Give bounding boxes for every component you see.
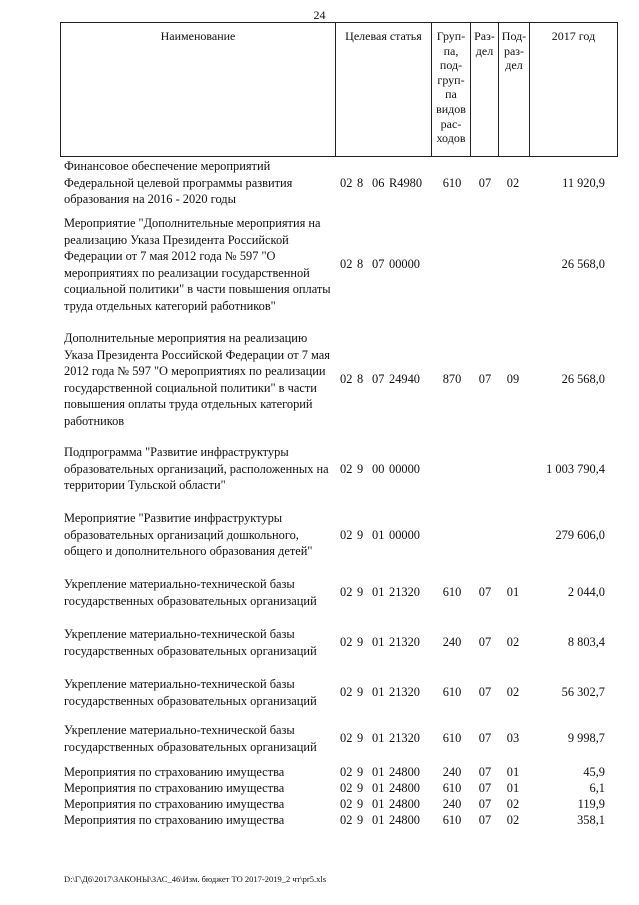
row-sum: 1 003 790,4 [546,461,605,476]
row-code: R4980 [389,175,423,190]
table-row [0,796,639,812]
row-code: 24800 [389,813,420,827]
row-section: 07 [478,797,492,811]
row-program: 02 [340,635,353,649]
row-name: Мероприятия по страхованию имущества [64,765,285,779]
row-program: 02 [340,527,353,542]
row-main-event: 01 [372,527,385,542]
row-code: 00000 [389,461,420,476]
row-main-event: 00 [372,461,385,476]
row-sum: 9 998,7 [567,731,605,745]
row-program: 02 [340,257,353,271]
row-sum: 279 606,0 [555,527,605,542]
table-row [0,215,639,315]
row-name: Мероприятия по страхованию имущества [64,813,285,827]
row-sum: 56 302,7 [561,685,605,699]
row-program: 02 [340,797,353,811]
row-subprogram: 9 [357,635,364,649]
table-row [0,780,639,796]
row-subsection: 02 [506,797,520,811]
row-main-event: 01 [372,685,385,699]
row-expense-type: 610 [442,731,462,745]
row-expense-type: 610 [442,781,462,795]
row-subsection: 01 [506,585,520,599]
row-code: 21320 [389,731,420,745]
row-program: 02 [340,461,353,476]
row-name: Укрепление материально-технической базы государственных образовательных организаций [64,723,317,754]
header-target-article: Целевая статья [345,29,422,43]
row-code: 00000 [389,527,420,542]
row-subprogram: 9 [357,585,364,599]
row-section: 07 [478,372,492,386]
row-main-event: 01 [372,585,385,599]
page-number: 24 [313,8,326,22]
table-row [0,330,639,430]
row-subprogram: 9 [357,813,364,827]
row-code: 24800 [389,797,420,811]
row-sum: 358,1 [577,813,605,827]
row-expense-type: 610 [442,685,462,699]
row-expense-type: 610 [442,175,462,190]
row-subsection: 02 [506,635,520,649]
row-name: Укрепление материально-технической базы государственных образовательных организаций [64,627,317,658]
row-subsection: 02 [506,685,520,699]
row-main-event: 07 [372,372,385,386]
row-main-event: 01 [372,765,385,779]
row-sum: 119,9 [577,797,605,811]
row-subprogram: 9 [357,527,364,542]
row-main-event: 01 [372,797,385,811]
row-subprogram: 9 [357,781,364,795]
row-expense-type: 610 [442,585,462,599]
row-expense-type: 240 [442,635,462,649]
table-row [0,576,639,610]
row-subprogram: 8 [357,257,364,271]
row-section: 07 [478,731,492,745]
row-sum: 6,1 [589,781,605,795]
row-section: 07 [478,585,492,599]
header-expense-group: Груп- па, под- груп- па видов рас- ходов [436,29,466,146]
table-row [0,444,639,494]
row-code: 21320 [389,585,420,599]
row-sum: 11 920,9 [562,175,605,190]
row-program: 02 [340,813,353,827]
row-main-event: 07 [372,257,385,271]
row-expense-type: 870 [442,372,462,386]
row-main-event: 01 [372,635,385,649]
row-name: Мероприятие "Дополнительные мероприятия на реализацию Указа Президента Российской Федерации от 7 мая 2012 года № 597 "О мероприятиях по реализации государственной социальной политики" в части повышения оплаты труда отдельных категорий работников" [64,216,331,313]
row-name: Финансовое обеспечение мероприятий Федеральной целевой программы развития образования на 2016 - 2020 годы [64,159,293,206]
row-expense-type: 240 [442,797,462,811]
table-row [0,722,639,756]
table-row [0,626,639,660]
row-program: 02 [340,731,353,745]
row-subprogram: 8 [357,372,364,386]
row-subsection: 03 [506,731,520,745]
row-name: Мероприятие "Развитие инфраструктуры образовательных организаций дошкольного, общего и дополнительного образования детей" [64,511,313,558]
row-sum: 26 568,0 [561,372,605,386]
row-code: 21320 [389,685,420,699]
row-code: 00000 [389,257,420,271]
row-main-event: 01 [372,813,385,827]
table-row [0,158,639,208]
row-subsection: 02 [506,813,520,827]
row-section: 07 [478,175,492,190]
row-sum: 45,9 [583,765,605,779]
row-name: Дополнительные мероприятия на реализацию Указа Президента Российской Федерации от 7 мая 2012 года № 597 "О мероприятиях по реализации государственной социальной политики" в части повышения оплаты труда отдельных категорий работников [64,331,330,428]
row-name: Подпрограмма "Развитие инфраструктуры образовательных организаций, расположенных на территории Тульской области" [64,445,329,492]
row-subprogram: 8 [357,175,364,190]
row-subprogram: 9 [357,461,364,476]
row-subsection: 02 [506,175,520,190]
row-program: 02 [340,685,353,699]
table-row [0,676,639,710]
row-subprogram: 9 [357,731,364,745]
table-row [0,812,639,828]
row-code: 21320 [389,635,420,649]
file-path-footer: D:\Г\Д6\2017\ЗАКОНЫ\ЗАС_46\Изм. бюджет ТО 2017-2019_2 чт\pr5.xls [64,874,327,884]
table-row [0,764,639,780]
row-code: 24800 [389,765,420,779]
row-section: 07 [478,813,492,827]
row-sum: 26 568,0 [561,257,605,271]
table-row [0,510,639,560]
row-main-event: 01 [372,781,385,795]
row-expense-type: 610 [442,813,462,827]
row-subsection: 09 [506,372,520,386]
row-section: 07 [478,765,492,779]
row-subprogram: 9 [357,797,364,811]
row-sum: 8 803,4 [567,635,605,649]
row-section: 07 [478,685,492,699]
row-code: 24800 [389,781,420,795]
row-name: Мероприятия по страхованию имущества [64,781,285,795]
header-subsection: Под- раз- дел [501,29,527,73]
row-program: 02 [340,585,353,599]
row-name: Укрепление материально-технической базы государственных образовательных организаций [64,677,317,708]
row-section: 07 [478,781,492,795]
row-subprogram: 9 [357,685,364,699]
row-program: 02 [340,372,353,386]
header-name: Наименование [160,29,236,43]
row-expense-type: 240 [442,765,462,779]
row-section: 07 [478,635,492,649]
row-name: Мероприятия по страхованию имущества [64,797,285,811]
header-section: Раз- дел [474,29,495,58]
row-sum: 2 044,0 [567,585,605,599]
row-name: Укрепление материально-технической базы государственных образовательных организаций [64,577,317,608]
row-main-event: 06 [372,175,385,190]
row-subsection: 01 [506,765,520,779]
row-main-event: 01 [372,731,385,745]
row-program: 02 [340,781,353,795]
row-code: 24940 [389,372,420,386]
row-subsection: 01 [506,781,520,795]
header-year: 2017 год [551,29,596,43]
row-program: 02 [340,765,353,779]
row-subprogram: 9 [357,765,364,779]
row-program: 02 [340,175,353,190]
